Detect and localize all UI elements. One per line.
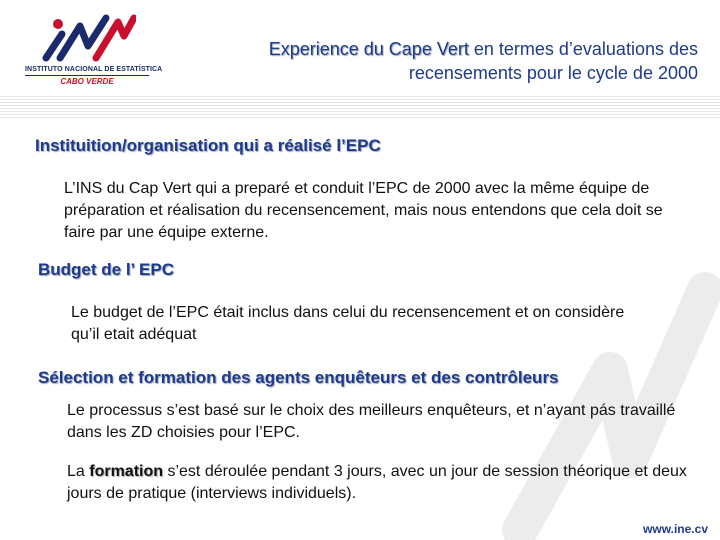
ine-logo-mark-icon	[40, 12, 136, 64]
paragraph-selection: Le processus s’est basé sur le choix des meilleurs enquêteurs, et n’ayant pás travaillé dans les ZD choisies pour l’EPC.	[67, 402, 676, 441]
paragraph-organisation: L’INS du Cap Vert qui a preparé et conduit l’EPC de 2000 avec la même équipe de préparation et réalisation du recensencement, mais nous entendons que cela doit se faire par une équipe externe.	[64, 180, 663, 241]
ine-logo	[22, 12, 163, 88]
paragraph-budget: Le budget de l’EPC était inclus dans celui du recensencement et on considère qu’il etait adéquat	[71, 304, 625, 343]
title-highlight: Experience du Cape Vert	[268, 39, 469, 59]
paragraph-formation	[67, 461, 707, 505]
logo-divider	[25, 75, 149, 76]
formation-emphasis: formation	[89, 463, 164, 480]
logo-institute-name: INSTITUTO NACIONAL DE ESTATÍSTICA	[25, 66, 163, 73]
title-line2: recensements pour le cycle de 2000	[408, 63, 698, 83]
slide-title	[178, 37, 698, 85]
title-rest: en termes d’evaluations des	[468, 39, 698, 59]
heading-budget: Budget de l’ EPC	[38, 260, 175, 279]
footer-url: www.ine.cv	[643, 522, 708, 536]
logo-country: CABO VERDE	[60, 77, 114, 86]
heading-organisation: Instituition/organisation qui a réalisé l’EPC	[35, 136, 381, 155]
heading-selection: Sélection et formation des agents enquêteurs et des contrôleurs	[38, 368, 559, 387]
formation-prefix: La	[67, 463, 90, 480]
header-stripes	[0, 96, 720, 120]
formation-rest: s’est déroulée pendant 3 jours, avec un jour de session théorique et deux jours de pratique (interviews individuels).	[67, 463, 687, 502]
